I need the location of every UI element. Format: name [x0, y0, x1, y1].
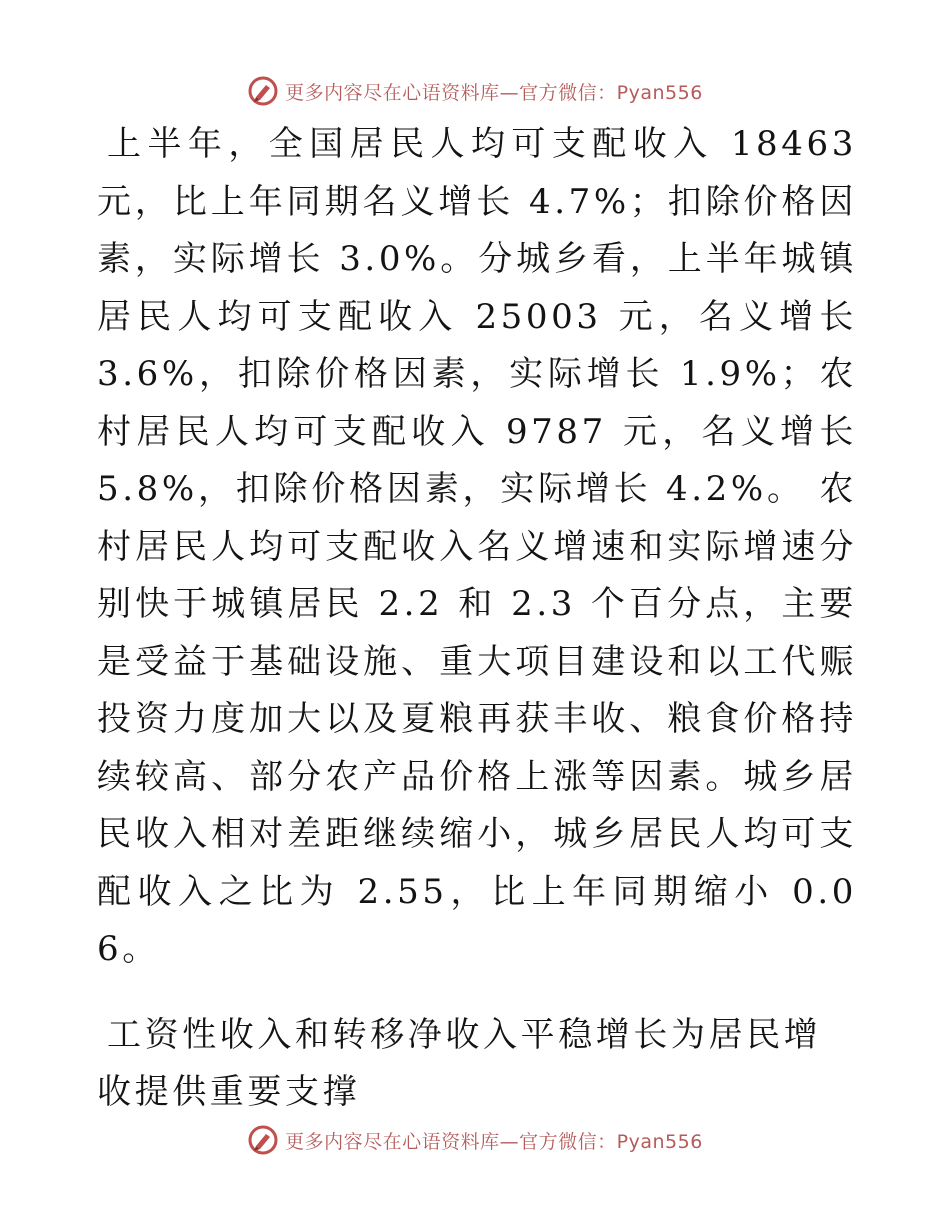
watermark-text: 更多内容尽在心语资料库—官方微信：Pyan556	[285, 1130, 703, 1153]
income-paragraph: 上半年，全国居民人均可支配收入 18463 元，比上年同期名义增长 4.7%；扣除价格因素，实际增长 3.0%。分城乡看，上半年城镇居民人均可支配收入 25003 元，名义增长 3.6%，扣除价格因素，实际增长 1.9%；农村居民人均可支配收入 9787 元，名义增长 5.8%，扣除价格因素，实际增长 4.2%。 农村居民人均可支配收入名义增速和实际增速分别快于城镇居民 2.2 和 2.3 个百分点，主要是受益于基础设施、重大项目建设和以工代赈投资力度加大以及夏粮再获丰收、粮食价格持续较高、部分农产品价格上涨等因素。城乡居民收入相对差距继续缩小，城乡居民人均可支配收入之比为 2.55，比上年同期缩小 0.06。	[97, 124, 857, 969]
header-watermark	[0, 71, 950, 111]
footer-watermark	[0, 1120, 950, 1160]
section-heading: 工资性收入和转移净收入平稳增长为居民增收提供重要支撑	[97, 1014, 822, 1112]
pen-seal-logo-icon	[247, 75, 279, 107]
watermark-text: 更多内容尽在心语资料库—官方微信：Pyan556	[285, 81, 703, 104]
document-body	[97, 116, 857, 1122]
pen-seal-logo-icon	[247, 1124, 279, 1156]
